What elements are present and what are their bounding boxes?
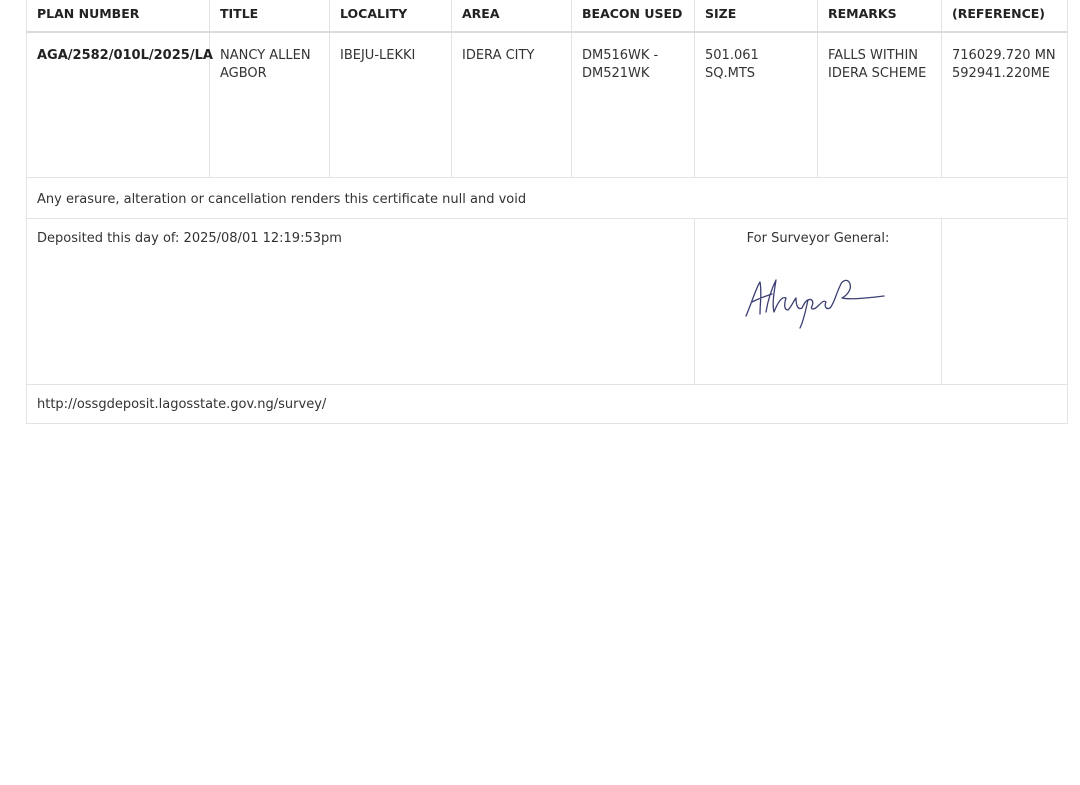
beacon-line: DM521WK [582,66,650,81]
notice-row [27,178,1068,219]
survey-url: http://ossgdeposit.lagosstate.gov.ng/survey/ [27,385,1068,424]
beacon-cell [572,32,695,178]
certificate-notice: Any erasure, alteration or cancellation renders this certificate null and void [27,178,1068,219]
plan-number-cell: AGA/2582/010L/2025/LA [27,32,210,178]
deposit-date: Deposited this day of: 2025/08/01 12:19:53pm [27,219,695,385]
header-row [27,0,1068,32]
header-title: TITLE [210,0,330,32]
title-line: AGBOR [220,66,267,81]
certificate-table [26,0,1068,424]
signature-stroke [746,280,884,328]
title-line: NANCY ALLEN [220,48,311,63]
url-row [27,385,1068,424]
header-plan-number: PLAN NUMBER [27,0,210,32]
header-beacon-used: BEACON USED [572,0,695,32]
signature-cell [695,219,942,385]
area-cell: IDERA CITY [452,32,572,178]
beacon-line: DM516WK - [582,48,659,63]
remarks-cell [818,32,942,178]
reference-line: 716029.720 MN [952,48,1056,63]
remarks-line: IDERA SCHEME [828,66,927,81]
reference-cell [942,32,1068,178]
header-size: SIZE [695,0,818,32]
surveyor-label: For Surveyor General: [746,231,890,246]
header-reference: (REFERENCE) [942,0,1068,32]
header-remarks: REMARKS [818,0,942,32]
locality-cell: IBEJU-LEKKI [330,32,452,178]
table-row [27,32,1068,178]
title-cell [210,32,330,178]
surveyor-signature [738,258,898,338]
header-locality: LOCALITY [330,0,452,32]
empty-cell [942,219,1068,385]
reference-line: 592941.220ME [952,66,1051,81]
deposit-row [27,219,1068,385]
remarks-line: FALLS WITHIN [828,48,919,63]
header-area: AREA [452,0,572,32]
size-cell: 501.061 SQ.MTS [695,32,818,178]
